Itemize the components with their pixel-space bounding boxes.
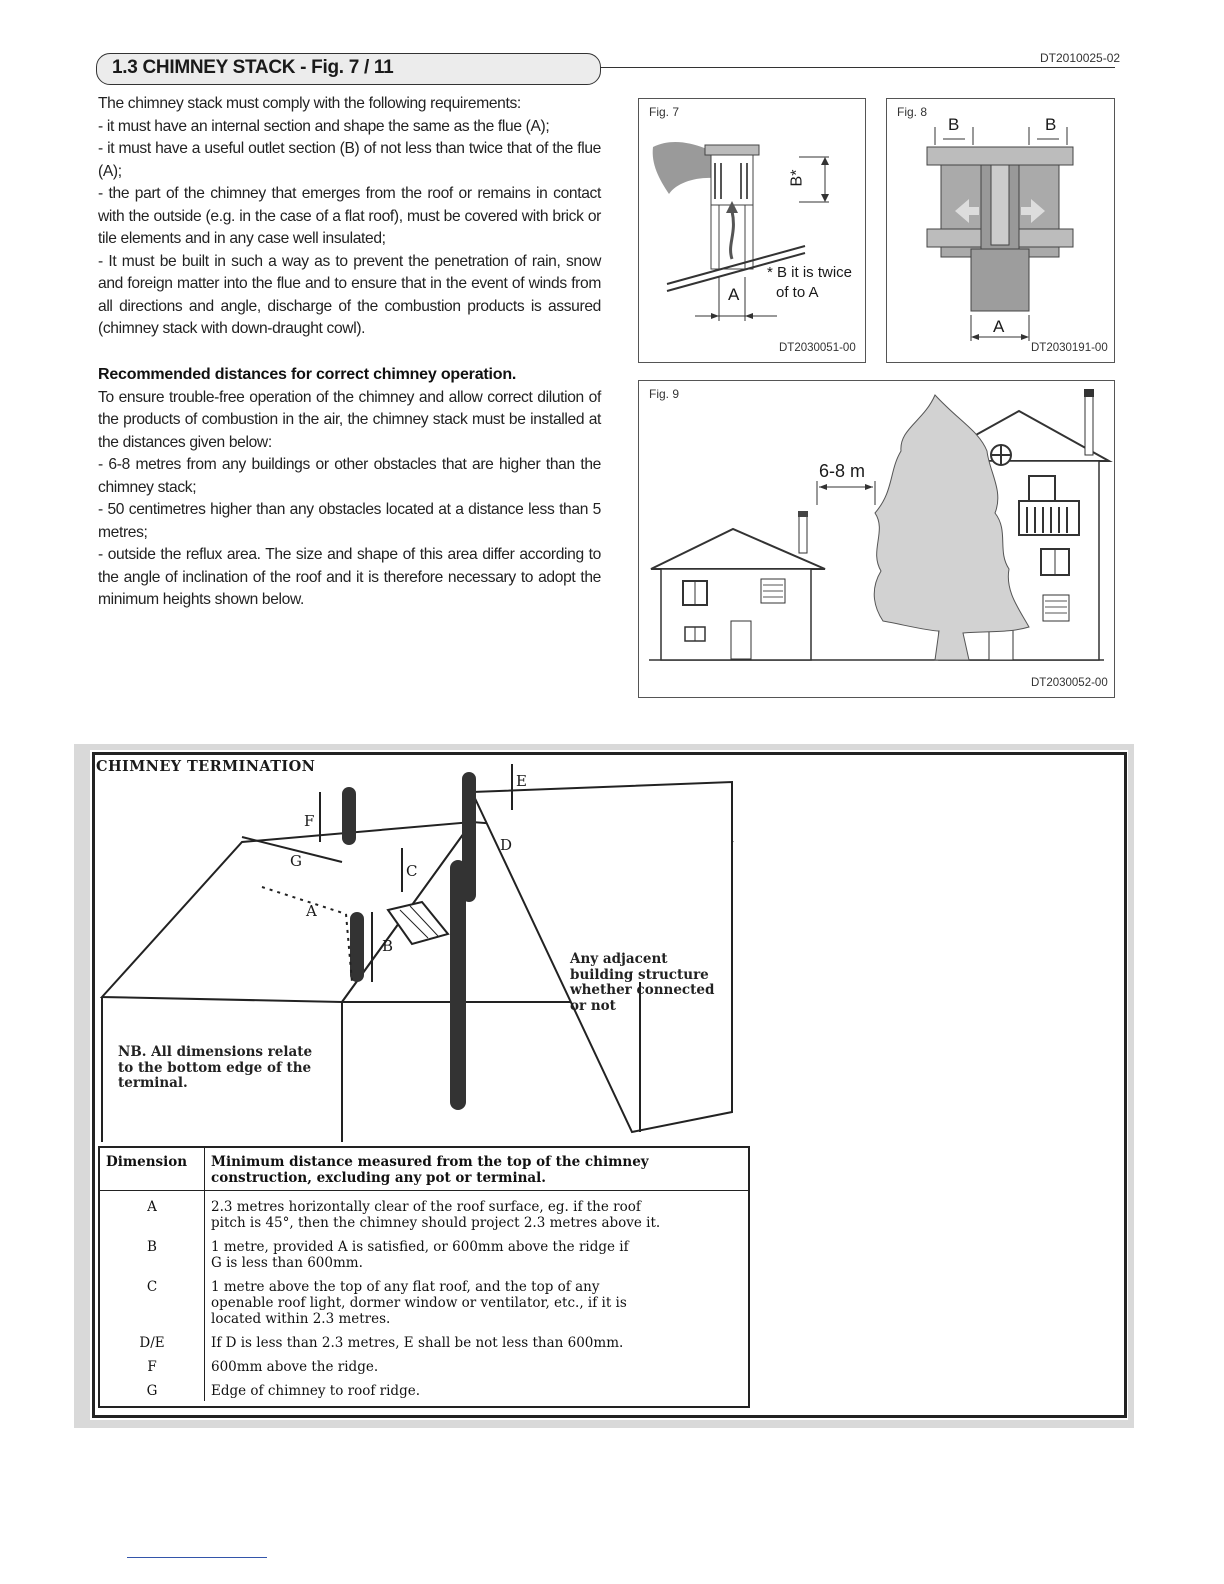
table-cell-dimension: A bbox=[100, 1191, 205, 1234]
fig8-code: DT2030191-00 bbox=[1031, 342, 1108, 354]
fig9-label: Fig. 9 bbox=[649, 387, 680, 401]
table-cell-description bbox=[205, 1329, 749, 1353]
table-header-line: construction, excluding any pot or terminal. bbox=[211, 1170, 546, 1186]
termination-title: CHIMNEY TERMINATION bbox=[96, 758, 316, 775]
table-cell-dimension: B bbox=[100, 1233, 205, 1273]
label-d: D bbox=[500, 836, 513, 854]
table-row bbox=[100, 1353, 748, 1377]
description-line: If D is less than 2.3 metres, E shall be not less than 600mm. bbox=[211, 1335, 624, 1351]
description-line: 1 metre above the top of any flat roof, and the top of any bbox=[211, 1279, 600, 1295]
table-header-dimension: Dimension bbox=[100, 1148, 205, 1191]
fig7-label: Fig. 7 bbox=[649, 105, 680, 119]
table-cell-dimension: G bbox=[100, 1377, 205, 1401]
requirement-item: - it must have a useful outlet section (B) of not less than twice that of the flue (A); bbox=[98, 140, 601, 180]
document-code: DT2010025-02 bbox=[1040, 51, 1121, 65]
table-cell-description bbox=[205, 1377, 749, 1401]
distances-section bbox=[98, 364, 601, 612]
fig8-dim-a: A bbox=[993, 317, 1005, 336]
fig7-note-line2: of to A bbox=[776, 284, 819, 301]
section-title: 1.3 CHIMNEY STACK - Fig. 7 / 11 bbox=[112, 57, 394, 78]
fig9-distance: 6-8 m bbox=[819, 461, 866, 481]
table-cell-description bbox=[205, 1273, 749, 1329]
fig8-dim-b-left: B bbox=[948, 115, 960, 134]
table-cell-dimension: C bbox=[100, 1273, 205, 1329]
distance-item: - 50 centimetres higher than any obstacles located at a distance less than 5 metres; bbox=[98, 501, 601, 541]
description-line: G is less than 600mm. bbox=[211, 1255, 363, 1271]
description-line: 2.3 metres horizontally clear of the roof surface, eg. if the roof bbox=[211, 1199, 641, 1215]
header-rule bbox=[600, 67, 1115, 68]
fig7-note-line1: * B it is twice bbox=[767, 264, 853, 281]
fig8-label: Fig. 8 bbox=[897, 105, 928, 119]
label-e: E bbox=[516, 772, 527, 790]
fig9-code: DT2030052-00 bbox=[1031, 677, 1108, 689]
adjacent-note-line: whether connected bbox=[570, 982, 715, 998]
description-line: pitch is 45°, then the chimney should project 2.3 metres above it. bbox=[211, 1215, 661, 1231]
label-a: A bbox=[306, 902, 317, 920]
termination-blank-area bbox=[787, 755, 1124, 1415]
dimension-table bbox=[98, 1146, 750, 1408]
requirement-item: - it must have an internal section and shape the same as the flue (A); bbox=[98, 117, 550, 135]
table-cell-description bbox=[205, 1353, 749, 1377]
distances-intro: To ensure trouble-free operation of the chimney and allow correct dilution of the products of combustion in the air, the chimney stack must be installed at the distances given below: bbox=[98, 388, 601, 451]
description-line: 1 metre, provided A is satisfied, or 600mm above the ridge if bbox=[211, 1239, 629, 1255]
description-line: Edge of chimney to roof ridge. bbox=[211, 1383, 420, 1399]
table-cell-dimension: F bbox=[100, 1353, 205, 1377]
description-line: openable roof light, dormer window or ventilator, etc., if it is bbox=[211, 1295, 627, 1311]
distances-heading: Recommended distances for correct chimney operation. bbox=[98, 366, 517, 383]
adjacent-note-line: Any adjacent bbox=[570, 951, 668, 967]
footer-rule bbox=[127, 1557, 267, 1558]
description-line: located within 2.3 metres. bbox=[211, 1311, 391, 1327]
label-g: G bbox=[290, 852, 302, 870]
adjacent-note-line: building structure bbox=[570, 966, 709, 983]
fig7-dim-a: A bbox=[728, 285, 740, 304]
requirement-item: - It must be built in such a way as to prevent the penetration of rain, snow and foreign matter into the flue and to ensure that in the event of winds from all directions and angle, discharge of the combustion products is assured (chimney stack with down-draught cowl). bbox=[98, 252, 601, 337]
requirement-item: - the part of the chimney that emerges from the roof or remains in contact with the outside (e.g. in the case of a flat roof), must be covered with brick or tile elements and in any case well insulated; bbox=[98, 185, 601, 247]
table-header-line: Minimum distance measured from the top of the chimney bbox=[211, 1154, 649, 1170]
table-row bbox=[100, 1377, 748, 1401]
requirements-section bbox=[98, 93, 601, 341]
description-line: 600mm above the ridge. bbox=[211, 1359, 379, 1375]
table-cell-dimension: D/E bbox=[100, 1329, 205, 1353]
adjacent-note-line: or not bbox=[570, 997, 616, 1014]
table-row bbox=[100, 1191, 748, 1234]
distance-item: - outside the reflux area. The size and shape of this area differ according to the angle of inclination of the roof and it is therefore necessary to adopt the minimum heights shown below. bbox=[98, 546, 601, 608]
fig9-drawing bbox=[639, 381, 1114, 697]
nb-note bbox=[118, 1045, 312, 1092]
adjacent-building-note bbox=[570, 952, 714, 1014]
fig7-code: DT2030051-00 bbox=[779, 342, 856, 354]
nb-note-line: NB. All dimensions relate bbox=[118, 1044, 313, 1060]
table-cell-description bbox=[205, 1233, 749, 1273]
nb-note-line: to the bottom edge of the bbox=[118, 1059, 312, 1076]
table-row bbox=[100, 1329, 748, 1353]
label-b: B bbox=[382, 937, 394, 955]
figure-8 bbox=[886, 98, 1115, 363]
requirements-intro: The chimney stack must comply with the following requirements: bbox=[98, 95, 521, 112]
table-row bbox=[100, 1273, 748, 1329]
label-c: C bbox=[406, 862, 418, 880]
fig7-dim-b: B* bbox=[788, 169, 806, 187]
fig8-dim-b-right: B bbox=[1045, 115, 1057, 134]
fig7-drawing bbox=[639, 99, 865, 362]
nb-note-line: terminal. bbox=[118, 1075, 188, 1091]
figure-9 bbox=[638, 380, 1115, 698]
distance-item: - 6-8 metres from any buildings or other obstacles that are higher than the chimney stack; bbox=[98, 456, 601, 496]
table-row bbox=[100, 1233, 748, 1273]
table-header-description bbox=[205, 1148, 749, 1191]
label-f: F bbox=[304, 812, 315, 830]
figure-7 bbox=[638, 98, 866, 363]
table-cell-description bbox=[205, 1191, 749, 1234]
